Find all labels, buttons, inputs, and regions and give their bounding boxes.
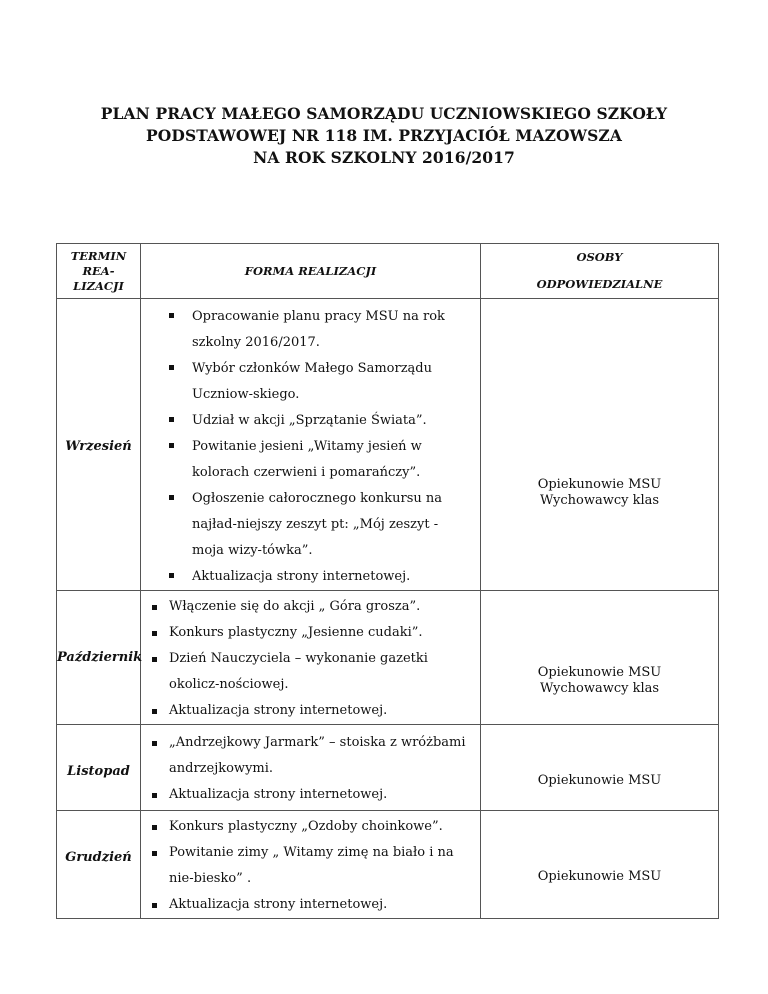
people-line-1: Opiekunowie MSU: [537, 772, 662, 788]
people-cell: [481, 725, 719, 811]
month-cell: Październik: [57, 591, 141, 725]
list-item: Konkurs plastyczny „Ozdoby choinkowe”.: [141, 814, 480, 840]
task-list: [141, 299, 480, 590]
month-cell: Wrzesień: [57, 299, 141, 591]
tasks-cell: [141, 725, 481, 811]
list-item: Aktualizacja strony internetowej.: [141, 698, 480, 724]
list-item: Ogłoszenie całorocznego konkursu na najład-niejszy zeszyt pt: „Mój zeszyt - moja wizy-tówka”.: [141, 486, 480, 564]
list-item: Konkurs plastyczny „Jesienne cudaki”.: [141, 620, 480, 646]
table-row: [57, 299, 719, 591]
people-cell: [481, 591, 719, 725]
header-term: [57, 244, 141, 299]
task-list: [141, 811, 480, 918]
table-row: [57, 591, 719, 725]
list-item: Aktualizacja strony internetowej.: [141, 892, 480, 918]
list-item: Udział w akcji „Sprzątanie Świata”.: [141, 408, 480, 434]
header-term-line-2: LIZACJI: [73, 278, 124, 293]
table-row: [57, 811, 719, 919]
header-people-line-2: ODPOWIEDZIALNE: [536, 277, 663, 291]
people-line-1: Opiekunowie MSU: [537, 476, 662, 492]
month-cell: Grudzień: [57, 811, 141, 919]
header-people: [481, 244, 719, 299]
list-item: Powitanie zimy „ Witamy zimę na biało i na nie-biesko” .: [141, 840, 480, 892]
plan-table: [56, 243, 719, 919]
tasks-cell: [141, 299, 481, 591]
month-cell: Listopad: [57, 725, 141, 811]
task-list: [141, 727, 480, 808]
people-line-1: Opiekunowie MSU: [537, 868, 662, 884]
people-cell: [481, 811, 719, 919]
people-line-2: Wychowawcy klas: [539, 492, 660, 508]
list-item: Aktualizacja strony internetowej.: [141, 782, 480, 808]
people-line-1: Opiekunowie MSU: [537, 665, 662, 680]
header-people-line-1: OSOBY: [576, 250, 623, 264]
header-term-line-1: TERMIN REA-: [70, 248, 127, 278]
list-item: Aktualizacja strony internetowej.: [141, 564, 480, 590]
list-item: Powitanie jesieni „Witamy jesień w kolorach czerwieni i pomarańczy”.: [141, 434, 480, 486]
title-line-2: PODSTAWOWEJ NR 118 IM. PRZYJACIÓŁ MAZOWSZA: [146, 126, 622, 145]
table-row: [57, 725, 719, 811]
people-line-2: Wychowawcy klas: [539, 681, 660, 696]
tasks-cell: [141, 811, 481, 919]
page-title: [0, 103, 768, 169]
title-line-3: NA ROK SZKOLNY 2016/2017: [253, 148, 515, 167]
task-list: [141, 591, 480, 724]
list-item: Dzień Nauczyciela – wykonanie gazetki okolicz-nościowej.: [141, 646, 480, 698]
list-item: „Andrzejkowy Jarmark” – stoiska z wróżbami andrzejkowymi.: [141, 730, 480, 782]
tasks-cell: [141, 591, 481, 725]
header-row: [57, 244, 719, 299]
title-line-1: PLAN PRACY MAŁEGO SAMORZĄDU UCZNIOWSKIEGO SZKOŁY: [100, 104, 668, 123]
list-item: Włączenie się do akcji „ Góra grosza”.: [141, 594, 480, 620]
list-item: Opracowanie planu pracy MSU na rok szkolny 2016/2017.: [141, 304, 480, 356]
header-form: FORMA REALIZACJI: [141, 244, 481, 299]
people-cell: [481, 299, 719, 591]
list-item: Wybór członków Małego Samorządu Uczniow-skiego.: [141, 356, 480, 408]
